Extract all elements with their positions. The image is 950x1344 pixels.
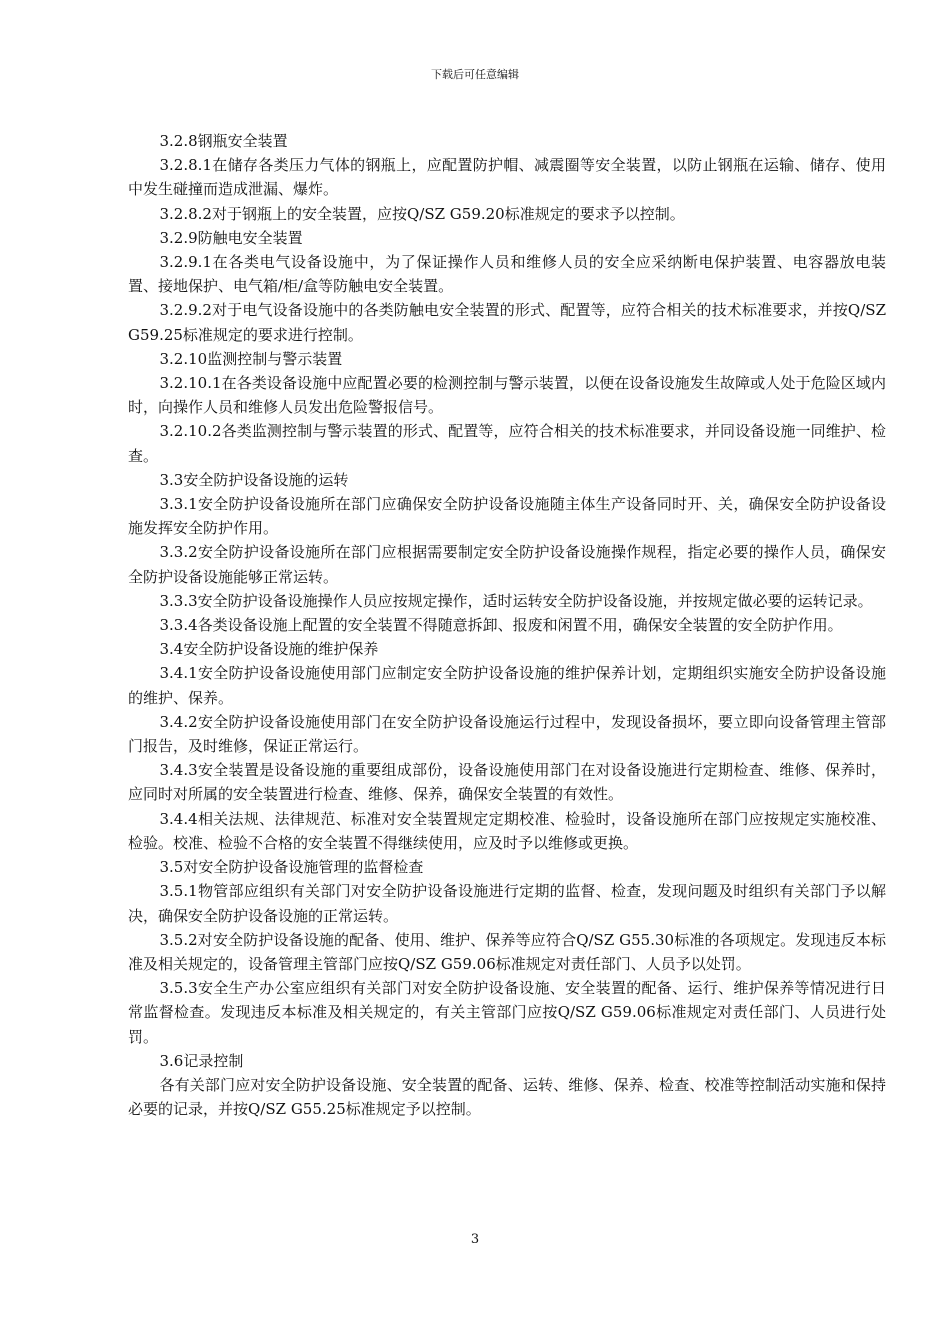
section-heading: 3.4安全防护设备设施的维护保养 — [159, 640, 379, 659]
paragraph: 3.5.2对安全防护设备设施的配备、使用、维护、保养等应符合Q/SZ G55.30标准的各项规定。发现违反本标准及相关规定的，设备管理主管部门应按Q/SZ G59.06标准规定对责任部门、人员予以处罚。 — [128, 930, 886, 973]
paragraph: 3.3.1安全防护设备设施所在部门应确保安全防护设备设施随主体生产设备同时开、关，确保安全防护设备设施发挥安全防护作用。 — [128, 495, 886, 538]
section-heading: 3.2.10监测控制与警示装置 — [159, 349, 343, 368]
paragraph: 3.4.1安全防护设备设施使用部门应制定安全防护设备设施的维护保养计划，定期组织实施安全防护设备设施的维护、保养。 — [128, 664, 886, 707]
section-heading: 3.3安全防护设备设施的运转 — [159, 470, 349, 489]
paragraph: 3.3.4各类设备设施上配置的安全装置不得随意拆卸、报废和闲置不用，确保安全装置的安全防护作用。 — [159, 616, 843, 635]
paragraph: 3.2.10.2各类监测控制与警示装置的形式、配置等，应符合相关的技术标准要求，并同设备设施一同维护、检查。 — [128, 422, 886, 465]
paragraph: 3.2.9.2对于电气设备设施中的各类防触电安全装置的形式、配置等，应符合相关的技术标准要求，并按Q/SZ G59.25标准规定的要求进行控制。 — [128, 301, 886, 344]
page-header: 下载后可任意编辑 — [431, 68, 519, 81]
paragraph: 3.2.9.1在各类电气设备设施中，为了保证操作人员和维修人员的安全应采纳断电保护装置、电容器放电装置、接地保护、电气箱/柜/盒等防触电安全装置。 — [128, 253, 886, 296]
paragraph: 3.2.8.2对于钢瓶上的安全装置，应按Q/SZ G59.20标准规定的要求予以控制。 — [159, 204, 685, 223]
paragraph: 3.3.3安全防护设备设施操作人员应按规定操作，适时运转安全防护设备设施，并按规定做必要的运转记录。 — [159, 591, 873, 610]
section-heading: 3.2.8钢瓶安全装置 — [159, 132, 288, 150]
section-heading: 3.2.9防触电安全装置 — [159, 228, 303, 247]
paragraph: 3.4.3安全装置是设备设施的重要组成部份，设备设施使用部门在对设备设施进行定期检查、维修、保养时，应同时对所属的安全装置进行检查、维修、保养，确保安全装置的有效性。 — [128, 761, 886, 804]
paragraph: 3.2.8.1在储存各类压力气体的钢瓶上，应配置防护帽、减震圈等安全装置，以防止钢瓶在运输、储存、使用中发生碰撞而造成泄漏、爆炸。 — [128, 156, 886, 199]
paragraph: 各有关部门应对安全防护设备设施、安全装置的配备、运转、维修、保养、检查、校准等控制活动实施和保持必要的记录，并按Q/SZ G55.25标准规定予以控制。 — [128, 1075, 886, 1119]
paragraph: 3.5.1物管部应组织有关部门对安全防护设备设施进行定期的监督、检查，发现问题及时组织有关部门予以解决，确保安全防护设备设施的正常运转。 — [128, 882, 886, 925]
section-heading: 3.6记录控制 — [159, 1051, 244, 1070]
page-number: 3 — [470, 1232, 480, 1247]
paragraph: 3.2.10.1在各类设备设施中应配置必要的检测控制与警示装置，以便在设备设施发生故障或人处于危险区域内时，向操作人员和维修人员发出危险警报信号。 — [128, 374, 886, 417]
paragraph: 3.5.3安全生产办公室应组织有关部门对安全防护设备设施、安全装置的配备、运行、维护保养等情况进行日常监督检查。发现违反本标准及相关规定的，有关主管部门应按Q/SZ G59.06标准规定对责任部门、人员进行处罚。 — [128, 979, 886, 1046]
paragraph: 3.4.2安全防护设备设施使用部门在安全防护设备设施运行过程中，发现设备损坏，要立即向设备管理主管部门报告，及时维修，保证正常运行。 — [128, 712, 886, 756]
paragraph: 3.3.2安全防护设备设施所在部门应根据需要制定安全防护设备设施操作规程，指定必要的操作人员，确保安全防护设备设施能够正常运转。 — [128, 543, 886, 586]
paragraph: 3.4.4相关法规、法律规范、标准对安全装置规定定期校准、检验时，设备设施所在部门应按规定实施校准、检验。校准、检验不合格的安全装置不得继续使用，应及时予以维修或更换。 — [128, 809, 886, 852]
section-heading: 3.5对安全防护设备设施管理的监督检查 — [159, 858, 424, 877]
document-body — [128, 129, 886, 1121]
